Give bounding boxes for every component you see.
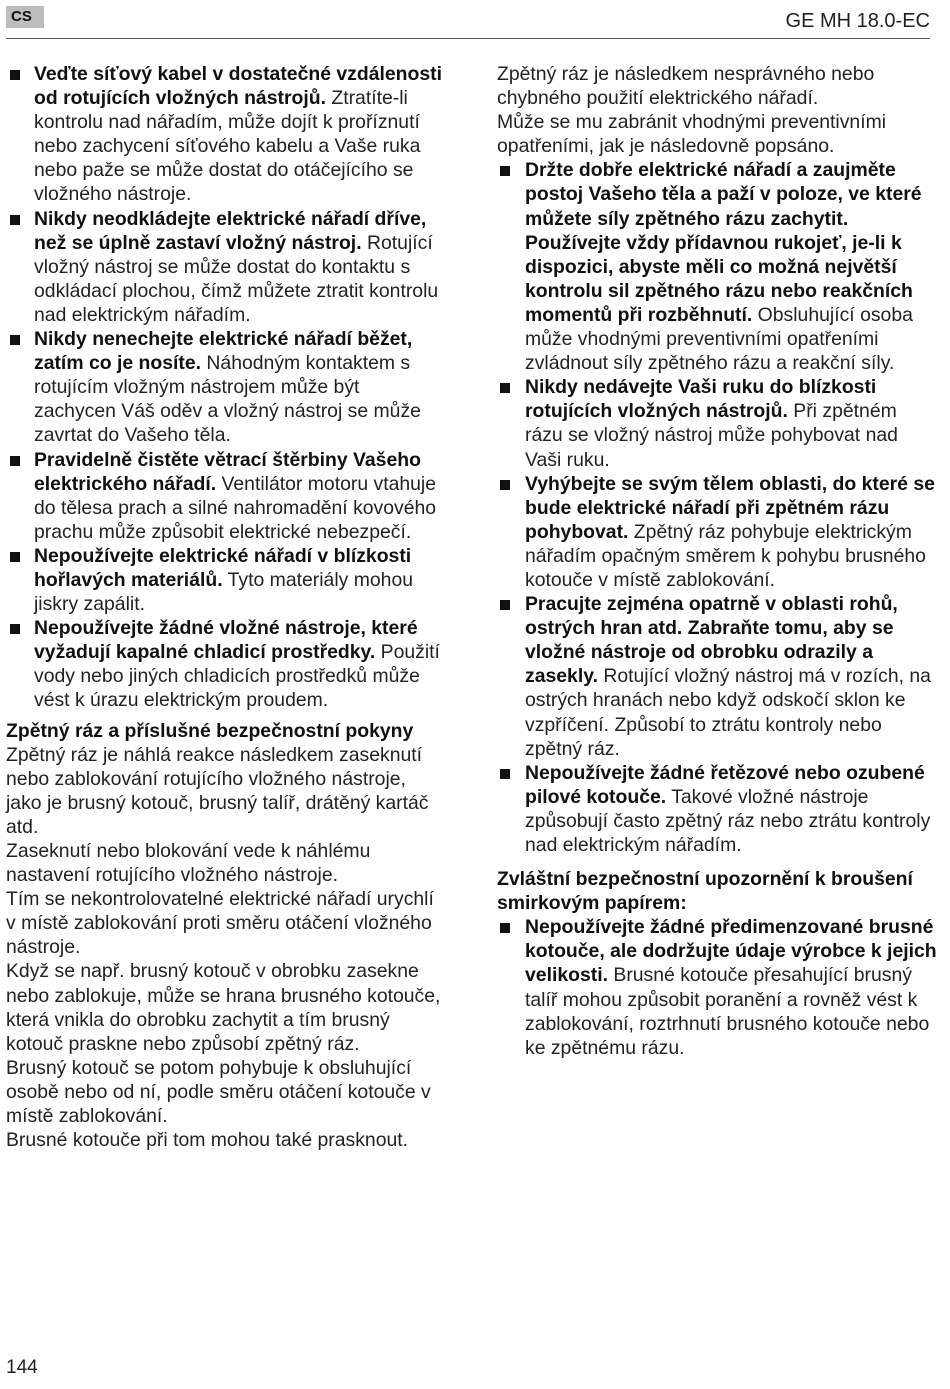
square-bullet-icon <box>500 923 510 933</box>
item-text: Rotující vložný nástroj má v rozích, na ostrých hranách nebo když odskočí sklon ke vzpříčení. Způsobí to ztrátu kontroly nebo zpětný ráz. <box>525 665 931 760</box>
item-bold-text: Nepoužívejte žádné řetězové nebo ozubené pilové kotouče. <box>525 761 925 808</box>
safety-item <box>497 158 937 375</box>
item-bold-text: Nikdy nedávejte Vaši ruku do blízkosti rotujících vložných nástrojů. <box>525 376 877 423</box>
item-bold-text: Nepoužívejte žádné předimenzované brusné kotouče, ale dodržujte údaje výrobce k jejich velikosti. <box>525 916 937 987</box>
square-bullet-icon <box>10 335 20 345</box>
item-text: Brusné kotouče přesahující brusný talíř mohou způsobit poranění a rovněž vést k zablokování, roztrhnutí brusného kotouče nebo ke zpětnému rázu. <box>525 964 930 1059</box>
safety-item <box>497 761 937 857</box>
safety-item <box>6 207 446 327</box>
safety-item <box>6 544 446 616</box>
square-bullet-icon <box>500 383 510 393</box>
safety-item <box>497 375 937 471</box>
safety-item <box>6 616 446 712</box>
item-bold-text: Nikdy neodkládejte elektrické nářadí dříve, než se úplně zastaví vložný nástroj. <box>34 207 427 254</box>
section-heading: Zvláštní bezpečnostní upozornění k broušení smirkovým papírem: <box>497 868 913 915</box>
safety-item <box>6 62 446 207</box>
item-text: Náhodným kontaktem s rotujícím vložným nástrojem může být zachycen Váš oděv a vložný nástroj se může zavrtat do Vašeho těla. <box>34 352 421 447</box>
paragraph: Může se mu zabránit vhodnými preventivními opatřeními, jak je následovně popsáno. <box>497 111 887 158</box>
safety-item <box>6 327 446 447</box>
square-bullet-icon <box>500 166 510 176</box>
square-bullet-icon <box>500 480 510 490</box>
paragraph: Brusný kotouč se potom pohybuje k obsluhující osobě nebo od ní, podle směru otáčení kotouče v místě zablokování. <box>6 1056 431 1128</box>
paragraph: Zpětný ráz je následkem nesprávného nebo chybného použití elektrického nářadí. <box>497 63 875 110</box>
item-bold-text: Nepoužívejte elektrické nářadí v blízkosti hořlavých materiálů. <box>34 544 412 591</box>
item-bold-text: Držte dobře elektrické nářadí a zaujměte postoj Vašeho těla a paží v poloze, ve které můžete síly zpětného rázu zachytit. Používejte vždy přídavnou rukojeť, je-li k dispozici, abyste měli co možná největší kontrolu sil zpětného rázu nebo reakčních momentů při rozběhnutí. <box>525 159 922 326</box>
square-bullet-icon <box>10 215 20 225</box>
item-text: Tyto materiály mohou jiskry zapálit. <box>34 568 414 616</box>
section-heading: Zpětný ráz a příslušné bezpečnostní pokyny <box>6 719 414 742</box>
paragraph: Tím se nekontrolovatelné elektrické nářadí urychlí v místě zablokování proti směru otáčení vložného nástroje. <box>6 888 434 959</box>
item-text: Zpětný ráz pohybuje elektrickým nářadím opačným směrem k pohybu brusného kotouče v místě zablokování. <box>525 520 926 591</box>
item-bold-text: Pravidelně čistěte větrací štěrbiny Vašeho elektrického nářadí. <box>34 448 421 495</box>
square-bullet-icon <box>500 600 510 610</box>
item-bold-text: Veďte síťový kabel v dostatečné vzdálenosti od rotujících vložných nástrojů. <box>34 63 442 110</box>
safety-item <box>497 472 937 592</box>
item-bold-text: Nepoužívejte žádné vložné nástroje, které vyžadují kapalné chladicí prostředky. <box>34 617 418 664</box>
item-bold-text: Pracujte zejména opatrně v oblasti rohů, ostrých hran atd. Zabraňte tomu, aby se vložné nástroje od obrobku odrazily a zasekly. <box>525 593 898 688</box>
page-number: 144 <box>6 1357 38 1378</box>
paragraph: Zpětný ráz je náhlá reakce následkem zaseknutí nebo zablokování rotujícího vložného nástroje, jako je brusný kotouč, brusný talíř, drátěný kartáč atd. <box>6 743 429 838</box>
right-column <box>497 62 937 1060</box>
item-text: Ztratíte-li kontrolu nad nářadím, může dojít k proříznutí nebo zachycení síťového kabelu a Vaše ruka nebo paže se může dostat do otáčejícího se vložného nástroje. <box>34 87 421 206</box>
item-text: Takové vložné nástroje způsobují často zpětný ráz nebo ztrátu kontroly nad elektrickým nářadím. <box>525 785 931 856</box>
paragraph: Brusné kotouče při tom mohou také prasknout. <box>6 1129 409 1152</box>
item-text: Rotující vložný nástroj se může dostat do kontaktu s odkládací plochou, čímž můžete ztratit kontrolu nad elektrickým nářadím. <box>34 231 439 326</box>
language-badge: CS <box>6 6 44 28</box>
paragraph: Když se např. brusný kotouč v obrobku zasekne nebo zablokuje, může se hrana brusného kotouče, která vnikla do obrobku zachytit a tím brusný kotouč praskne nebo způsobí zpětný ráz. <box>6 960 441 1055</box>
safety-item <box>497 915 937 1060</box>
header-rule <box>6 38 930 39</box>
square-bullet-icon <box>10 70 20 80</box>
item-bold-text: Nikdy nenechejte elektrické nářadí běžet, zatím co je nosíte. <box>34 328 413 375</box>
safety-item <box>497 592 937 761</box>
item-text: Použití vody nebo jiných chladicích prostředků může vést k úrazu elektrickým proudem. <box>34 641 440 712</box>
paragraph: Zaseknutí nebo blokování vede k náhlému nastavení rotujícího vložného nástroje. <box>6 840 371 887</box>
left-column <box>6 62 446 1152</box>
safety-item <box>6 448 446 544</box>
square-bullet-icon <box>10 624 20 634</box>
document-id: GE MH 18.0-EC <box>785 10 930 32</box>
square-bullet-icon <box>10 552 20 562</box>
item-text: Při zpětném rázu se vložný nástroj může pohybovat nad Vaši ruku. <box>525 400 898 471</box>
square-bullet-icon <box>500 769 510 779</box>
square-bullet-icon <box>10 456 20 466</box>
item-text: Obsluhující osoba může vhodnými preventivními opatřeními zvládnout síly zpětného rázu a reakční síly. <box>525 303 913 375</box>
item-bold-text: Vyhýbejte se svým tělem oblasti, do které se bude elektrické nářadí při zpětném rázu pohybovat. <box>525 472 935 543</box>
item-text: Ventilátor motoru vtahuje do tělesa prach a silné nahromadění kovového prachu může způsobit elektrické nebezpečí. <box>34 472 437 543</box>
